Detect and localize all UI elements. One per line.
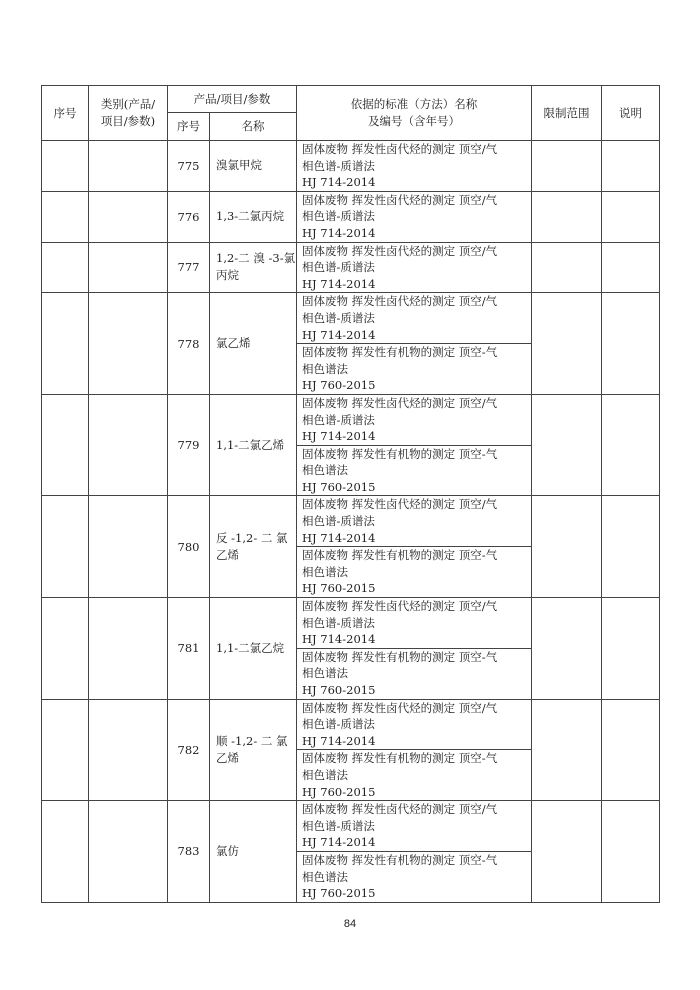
standard-line: 相色谱法: [302, 666, 348, 681]
note-cell: [602, 191, 660, 242]
header-sub-seq: 序号: [168, 113, 210, 141]
standard-line: 固体废物 挥发性有机物的测定 顶空-气: [302, 751, 498, 766]
standard-cell: [297, 191, 532, 242]
standard-line: HJ 714-2014: [302, 530, 376, 545]
item-number: 781: [168, 598, 210, 700]
standard-line: 相色谱-质谱法: [302, 260, 375, 275]
table-row: [42, 293, 660, 344]
standard-cell: [297, 699, 532, 750]
note-cell: [602, 801, 660, 903]
header-sub-name: 名称: [210, 113, 297, 141]
standard-line: 相色谱-质谱法: [302, 514, 375, 529]
item-number: 782: [168, 699, 210, 801]
table-row: [42, 496, 660, 547]
standard-line: 固体废物 挥发性有机物的测定 顶空-气: [302, 852, 498, 867]
standard-line: HJ 760-2015: [302, 581, 376, 596]
standard-cell: [297, 445, 532, 496]
standard-line: HJ 714-2014: [302, 175, 376, 190]
table-row: [42, 598, 660, 649]
limit-cell: [532, 191, 602, 242]
item-name: 1,1-二氯乙烷: [210, 598, 297, 700]
header-standard: 依据的标准（方法）名称 及编号（含年号）: [297, 86, 532, 141]
category-cell: [89, 191, 168, 242]
standard-line: 相色谱法: [302, 361, 348, 376]
note-cell: [602, 293, 660, 395]
note-cell: [602, 242, 660, 293]
standard-line: 相色谱法: [302, 767, 348, 782]
table-row: [42, 191, 660, 242]
standard-cell: [297, 141, 532, 192]
standard-line: 相色谱-质谱法: [302, 209, 375, 224]
header-category: 类别(产品/ 项目/参数): [89, 86, 168, 141]
limit-cell: [532, 598, 602, 700]
standard-line: HJ 714-2014: [302, 276, 376, 291]
standard-line: 相色谱-质谱法: [302, 615, 375, 630]
seq-cell: [42, 242, 89, 293]
standard-line: 固体废物 挥发性卤代烃的测定 顶空/气: [302, 700, 498, 715]
header-seq: 序号: [42, 86, 89, 141]
seq-cell: [42, 293, 89, 395]
note-cell: [602, 394, 660, 496]
standard-line: 固体废物 挥发性卤代烃的测定 顶空/气: [302, 294, 498, 309]
item-name: 1,2-二 溴 -3-氯丙烷: [210, 242, 297, 293]
standard-line: HJ 714-2014: [302, 835, 376, 850]
standard-cell: [297, 547, 532, 598]
standard-line: 相色谱-质谱法: [302, 310, 375, 325]
standard-cell: [297, 242, 532, 293]
standard-cell: [297, 344, 532, 395]
item-name: 氯乙烯: [210, 293, 297, 395]
table-row: [42, 141, 660, 192]
limit-cell: [532, 141, 602, 192]
note-cell: [602, 699, 660, 801]
standard-cell: [297, 394, 532, 445]
seq-cell: [42, 141, 89, 192]
standard-line: 相色谱-质谱法: [302, 158, 375, 173]
seq-cell: [42, 598, 89, 700]
standard-line: 相色谱法: [302, 869, 348, 884]
standard-line: HJ 714-2014: [302, 225, 376, 240]
item-name: 溴氯甲烷: [210, 141, 297, 192]
standard-line: 固体废物 挥发性有机物的测定 顶空-气: [302, 446, 498, 461]
standard-line: 固体废物 挥发性卤代烃的测定 顶空/气: [302, 599, 498, 614]
standard-cell: [297, 750, 532, 801]
table-row: [42, 699, 660, 750]
category-cell: [89, 496, 168, 598]
header-limit: 限制范围: [532, 86, 602, 141]
standard-cell: [297, 648, 532, 699]
category-cell: [89, 801, 168, 903]
limit-cell: [532, 394, 602, 496]
item-number: 777: [168, 242, 210, 293]
item-number: 778: [168, 293, 210, 395]
standard-line: 相色谱法: [302, 463, 348, 478]
header-product-group: 产品/项目/参数: [168, 86, 297, 113]
seq-cell: [42, 801, 89, 903]
limit-cell: [532, 293, 602, 395]
standard-cell: [297, 598, 532, 649]
standard-line: 相色谱法: [302, 564, 348, 579]
header-note: 说明: [602, 86, 660, 141]
category-cell: [89, 141, 168, 192]
limit-cell: [532, 496, 602, 598]
standard-cell: [297, 496, 532, 547]
note-cell: [602, 496, 660, 598]
category-cell: [89, 293, 168, 395]
limit-cell: [532, 801, 602, 903]
page-number: 84: [343, 918, 357, 930]
item-name: 顺 -1,2- 二 氯乙烯: [210, 699, 297, 801]
table-row: [42, 242, 660, 293]
seq-cell: [42, 394, 89, 496]
standard-line: HJ 714-2014: [302, 733, 376, 748]
standard-line: 相色谱-质谱法: [302, 818, 375, 833]
seq-cell: [42, 699, 89, 801]
standard-line: HJ 760-2015: [302, 784, 376, 799]
table-row: [42, 394, 660, 445]
standard-line: HJ 760-2015: [302, 378, 376, 393]
category-cell: [89, 598, 168, 700]
standard-line: HJ 714-2014: [302, 429, 376, 444]
standard-line: 固体废物 挥发性卤代烃的测定 顶空/气: [302, 243, 498, 258]
standard-line: 固体废物 挥发性卤代烃的测定 顶空/气: [302, 802, 498, 817]
standard-line: HJ 760-2015: [302, 683, 376, 697]
item-name: 反 -1,2- 二 氯乙烯: [210, 496, 297, 598]
item-number: 779: [168, 394, 210, 496]
note-cell: [602, 141, 660, 192]
limit-cell: [532, 699, 602, 801]
standard-line: 固体废物 挥发性卤代烃的测定 顶空/气: [302, 142, 498, 156]
category-cell: [89, 242, 168, 293]
item-number: 783: [168, 801, 210, 903]
seq-cell: [42, 191, 89, 242]
item-number: 775: [168, 141, 210, 192]
standard-line: 相色谱-质谱法: [302, 412, 375, 427]
seq-cell: [42, 496, 89, 598]
item-number: 780: [168, 496, 210, 598]
standard-line: 固体废物 挥发性有机物的测定 顶空-气: [302, 345, 498, 360]
standard-line: 相色谱-质谱法: [302, 717, 375, 732]
category-cell: [89, 699, 168, 801]
category-cell: [89, 394, 168, 496]
standard-line: 固体废物 挥发性有机物的测定 顶空-气: [302, 649, 498, 664]
limit-cell: [532, 242, 602, 293]
item-name: 1,3-二氯丙烷: [210, 191, 297, 242]
standard-line: HJ 760-2015: [302, 479, 376, 494]
standard-cell: [297, 293, 532, 344]
item-number: 776: [168, 191, 210, 242]
standard-line: HJ 714-2014: [302, 327, 376, 342]
standard-line: 固体废物 挥发性卤代烃的测定 顶空/气: [302, 395, 498, 410]
standard-line: 固体废物 挥发性有机物的测定 顶空-气: [302, 548, 498, 563]
standard-cell: [297, 801, 532, 852]
standard-cell: [297, 851, 532, 902]
item-name: 1,1-二氯乙烯: [210, 394, 297, 496]
standard-line: 固体废物 挥发性卤代烃的测定 顶空/气: [302, 497, 498, 512]
standard-line: HJ 714-2014: [302, 632, 376, 647]
standard-line: HJ 760-2015: [302, 886, 376, 901]
standards-table: [41, 85, 660, 903]
standard-line: 固体废物 挥发性卤代烃的测定 顶空/气: [302, 192, 498, 207]
table-row: [42, 801, 660, 852]
item-name: 氯仿: [210, 801, 297, 903]
note-cell: [602, 598, 660, 700]
